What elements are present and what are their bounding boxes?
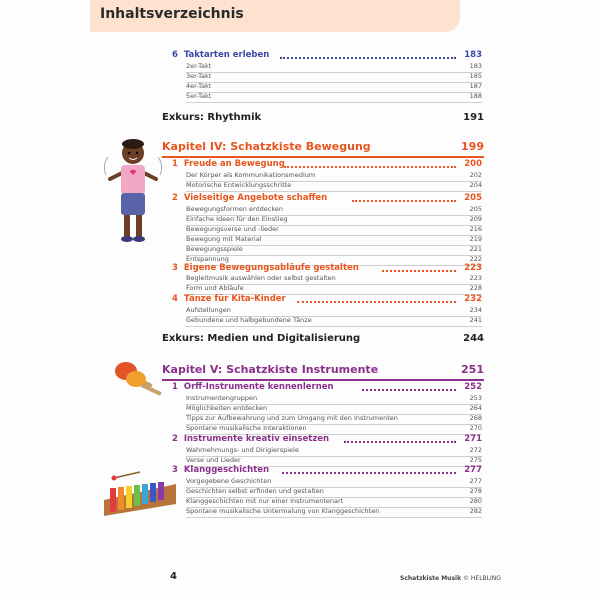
child-dancing-illustration	[98, 135, 168, 250]
toc-item[interactable]: Bewegung mit Material 219	[186, 235, 482, 246]
toc-item[interactable]: Bewegungsspiele 221	[186, 245, 482, 256]
toc-item[interactable]: 3er-Takt 185	[186, 72, 482, 83]
toc-item[interactable]: Bewegungsverse und -lieder 216	[186, 225, 482, 236]
dotted-leader	[280, 57, 456, 59]
section-heading[interactable]: 2 Vielseitige Angebote schaffen 205	[172, 193, 482, 203]
toc-item[interactable]: Geschichten selbst erfinden und gestalten 278	[186, 487, 482, 498]
section-page: 183	[464, 50, 482, 60]
section-number: 6	[172, 50, 178, 60]
chapter-rule	[162, 156, 484, 158]
toc-item[interactable]: Verse und Lieder 275	[186, 456, 482, 467]
section-heading[interactable]: 3 Klanggeschichten 277	[172, 465, 482, 475]
toc-item[interactable]: 2er-Takt 183	[186, 62, 482, 73]
section-heading[interactable]: 3 Eigene Bewegungsabläufe gestalten 223	[172, 263, 482, 273]
section-heading[interactable]: 1 Orff-Instrumente kennenlernen 252	[172, 382, 482, 392]
section-heading[interactable]: 4 Tänze für Kita-Kinder 232	[172, 294, 482, 304]
toc-item[interactable]: Gebundene und halbgebundene Tänze 241	[186, 316, 482, 327]
exkurs-rhythmik[interactable]: Exkurs: Rhythmik 191	[162, 112, 484, 123]
toc-item[interactable]: Wahrnehmungs- und Dirigierspiele 272	[186, 446, 482, 457]
section-heading[interactable]	[172, 50, 482, 62]
toc-item[interactable]: Spontane musikalische Untermalung von Klanggeschichten 282	[186, 507, 482, 518]
toc-item[interactable]: Spontane musikalische Interaktionen 270	[186, 424, 482, 435]
toc-item[interactable]: Bewegungsformen entdecken 205	[186, 205, 482, 216]
toc-item[interactable]: 4er-Takt 187	[186, 82, 482, 93]
section-heading[interactable]: 2 Instrumente kreativ einsetzen 271	[172, 434, 482, 444]
chapter-v-heading[interactable]: Kapitel V: Schatzkiste Instrumente 251	[162, 361, 484, 379]
footer-brand: Schatzkiste Musik © HELBLING	[400, 575, 501, 582]
toc-item[interactable]: Möglichkeiten entdecken 264	[186, 404, 482, 415]
chapter-rule	[162, 379, 484, 381]
toc-item[interactable]: Instrumentengruppen 253	[186, 394, 482, 405]
toc-item[interactable]: Tipps zur Aufbewahrung und zum Umgang mit den Instrumenten 268	[186, 414, 482, 425]
exkurs-medien[interactable]: Exkurs: Medien und Digitalisierung 244	[162, 333, 484, 344]
chapter-iv-heading[interactable]: Kapitel IV: Schatzkiste Bewegung 199	[162, 138, 484, 156]
page-number: 4	[170, 571, 177, 582]
maracas-illustration	[108, 357, 168, 402]
toc-item[interactable]: Form und Abläufe 228	[186, 284, 482, 295]
toc-item[interactable]: Der Körper als Kommunikationsmedium 202	[186, 171, 482, 182]
section-heading[interactable]: 1 Freude an Bewegung 200	[172, 159, 482, 169]
toc-item[interactable]: Aufstellungen 234	[186, 306, 482, 317]
toc-item[interactable]: Klanggeschichten mit nur einer Instrumentenart 280	[186, 497, 482, 508]
toc-item[interactable]: Entspannung 222	[186, 255, 482, 266]
section-title: Taktarten erleben	[183, 50, 270, 60]
toc-item[interactable]: Motorische Entwicklungsschritte 204	[186, 181, 482, 192]
toc-item[interactable]: Einfache Ideen für den Einstieg 209	[186, 215, 482, 226]
toc-item[interactable]: Vorgegebene Geschichten 277	[186, 477, 482, 488]
xylophone-illustration	[100, 470, 180, 518]
toc-item[interactable]: 5er-Takt 188	[186, 92, 482, 103]
page-title: Inhaltsverzeichnis	[100, 6, 244, 22]
toc-item[interactable]: Begleitmusik auswählen oder selbst gestalten 223	[186, 274, 482, 285]
